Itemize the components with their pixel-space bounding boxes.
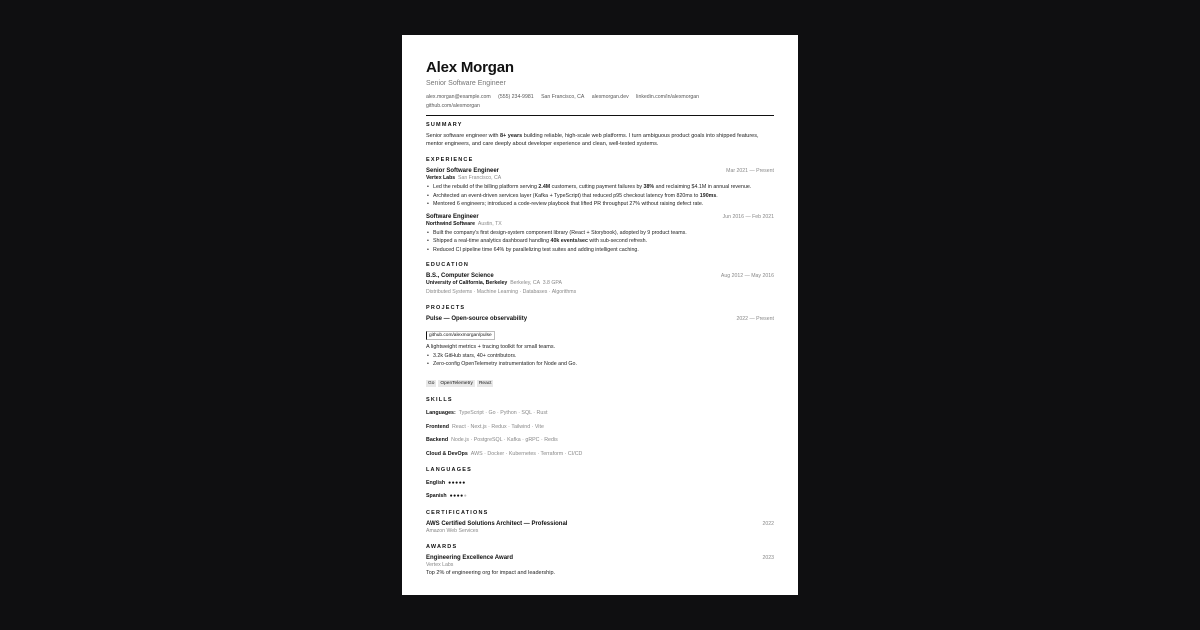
resume-name: Alex Morgan (426, 59, 514, 76)
education-item (426, 272, 774, 296)
language-row: Spanish ●●●●● (426, 492, 468, 499)
certification-name: AWS Certified Solutions Architect — Professional (426, 520, 568, 527)
tag: OpenTelemetry (440, 380, 473, 386)
contact-linkedin[interactable]: linkedin.com/in/alexmorgan (636, 94, 699, 100)
bullet-item: • Reduced CI pipeline time 64% by parallelizing test suites and adding intelligent caching. (426, 246, 774, 255)
skill-row: Cloud & DevOps AWS · Docker · Kubernetes · Terraform · CI/CD (426, 451, 583, 458)
contact-website[interactable]: alexmorgan.dev (591, 94, 629, 100)
project-item (426, 315, 774, 389)
section-title-awards: AWARDS (426, 543, 458, 550)
bullet-item: • Led the rebuild of the billing platform serving 2.4M customers, cutting payment failures by 38% and reclaiming $4.1M in annual revenue. (426, 183, 774, 192)
project-dates: 2022 — Present (736, 315, 774, 322)
award-item (426, 554, 774, 577)
certification-item (426, 520, 774, 535)
section-title-experience: EXPERIENCE (426, 157, 474, 163)
gpa: 3.8 GPA (542, 279, 562, 286)
bullet-item: • Zero-config OpenTelemetry instrumentation for Node and Go. (426, 360, 774, 369)
skill-row: Languages: TypeScript · Go · Python · SQL · Rust (426, 409, 548, 416)
job-title: Senior Software Engineer (426, 168, 500, 174)
award-org: Vertex Labs (426, 561, 454, 568)
contact-phone: (555) 234-9981 (498, 94, 534, 100)
summary-highlight: 8+ years (499, 133, 523, 139)
bullet-item: • Shipped a real-time analytics dashboard handling 40k events/sec with sub-second refresh. (426, 237, 774, 246)
skill-row: Backend Node.js · PostgreSQL · Kafka · gRPC · Redis (426, 437, 558, 444)
section-title-languages: LANGUAGES (426, 466, 472, 473)
project-description: A lightweight metrics + tracing toolkit for small teams. (426, 343, 556, 350)
contact-email[interactable]: alex.morgan@example.com (426, 94, 491, 100)
job-bullets (426, 229, 774, 255)
section-title-summary: SUMMARY (426, 122, 463, 128)
job-location: Austin, TX (477, 220, 502, 227)
job-title: Software Engineer (426, 213, 479, 220)
school: University of California, Berkeley (426, 279, 508, 286)
contact-location: San Francisco, CA (541, 94, 585, 100)
job-bullets (426, 183, 774, 209)
language-row: English ●●●●● (426, 479, 466, 486)
resume-page (402, 35, 798, 595)
bullet-item: • Built the company's first design-system component library (React + Storybook), adopted by 9 product teams. (426, 229, 774, 238)
experience-item (426, 213, 774, 255)
summary-text (426, 132, 774, 148)
project-link[interactable]: github.com/alexmorgan/pulse (426, 331, 495, 340)
coursework: Distributed Systems · Machine Learning · Databases · Algorithms (426, 288, 577, 295)
tag: Go (428, 380, 435, 386)
section-title-projects: PROJECTS (426, 304, 466, 311)
bullet-item: • 3.2k GitHub stars, 40+ contributors. (426, 352, 774, 361)
job-dates: Jun 2016 — Feb 2021 (722, 213, 774, 220)
header-divider (426, 115, 774, 116)
proficiency-dots: ●●●●● (449, 492, 468, 499)
bullet-item: • Architected an event-driven services layer (Kafka + TypeScript) that reduced p95 checkout latency from 820ms to 190ms. (426, 192, 774, 201)
section-title-education: EDUCATION (426, 261, 470, 268)
contact-github[interactable]: github.com/alexmorgan (426, 103, 480, 109)
job-company: Vertex Labs (426, 175, 456, 181)
award-year: 2023 (762, 554, 774, 561)
resume-title: Senior Software Engineer (426, 80, 506, 87)
award-name: Engineering Excellence Award (426, 554, 514, 561)
award-description: Top 2% of engineering org for impact and leadership. (426, 569, 556, 576)
bullet-item: • Mentored 6 engineers; introduced a code-review playbook that lifted PR throughput 27% without raising defect rate. (426, 200, 774, 209)
school-location: Berkeley, CA (510, 279, 540, 286)
section-title-skills: SKILLS (426, 396, 453, 403)
education-dates: Aug 2012 — May 2016 (720, 272, 774, 279)
proficiency-dots: ●●●●● (448, 479, 466, 486)
job-dates: Mar 2021 — Present (726, 168, 774, 174)
tag: React (478, 380, 492, 386)
languages-list (426, 477, 774, 503)
job-company: Northwind Software (426, 220, 475, 227)
certification-issuer: Amazon Web Services (426, 527, 479, 534)
skills-list (426, 407, 774, 462)
experience-item (426, 167, 774, 209)
skill-row: Frontend React · Next.js · Redux · Tailwind · Vite (426, 423, 544, 430)
degree: B.S., Computer Science (426, 272, 494, 279)
job-location: San Francisco, CA (458, 175, 502, 181)
summary-part: Senior software engineer with (426, 133, 500, 139)
contact-info (426, 93, 774, 111)
project-name: Pulse — Open-source observability (426, 315, 528, 322)
certification-year: 2022 (762, 520, 774, 527)
project-tags (426, 371, 774, 389)
project-bullets (426, 352, 774, 369)
summary-part: building reliable, high-scale web platforms. I turn ambiguous product goals into shipped features, mentor engineers, and care deeply about developer experience and clean, well-tested systems. (426, 133, 759, 147)
section-title-certifications: CERTIFICATIONS (426, 509, 489, 516)
